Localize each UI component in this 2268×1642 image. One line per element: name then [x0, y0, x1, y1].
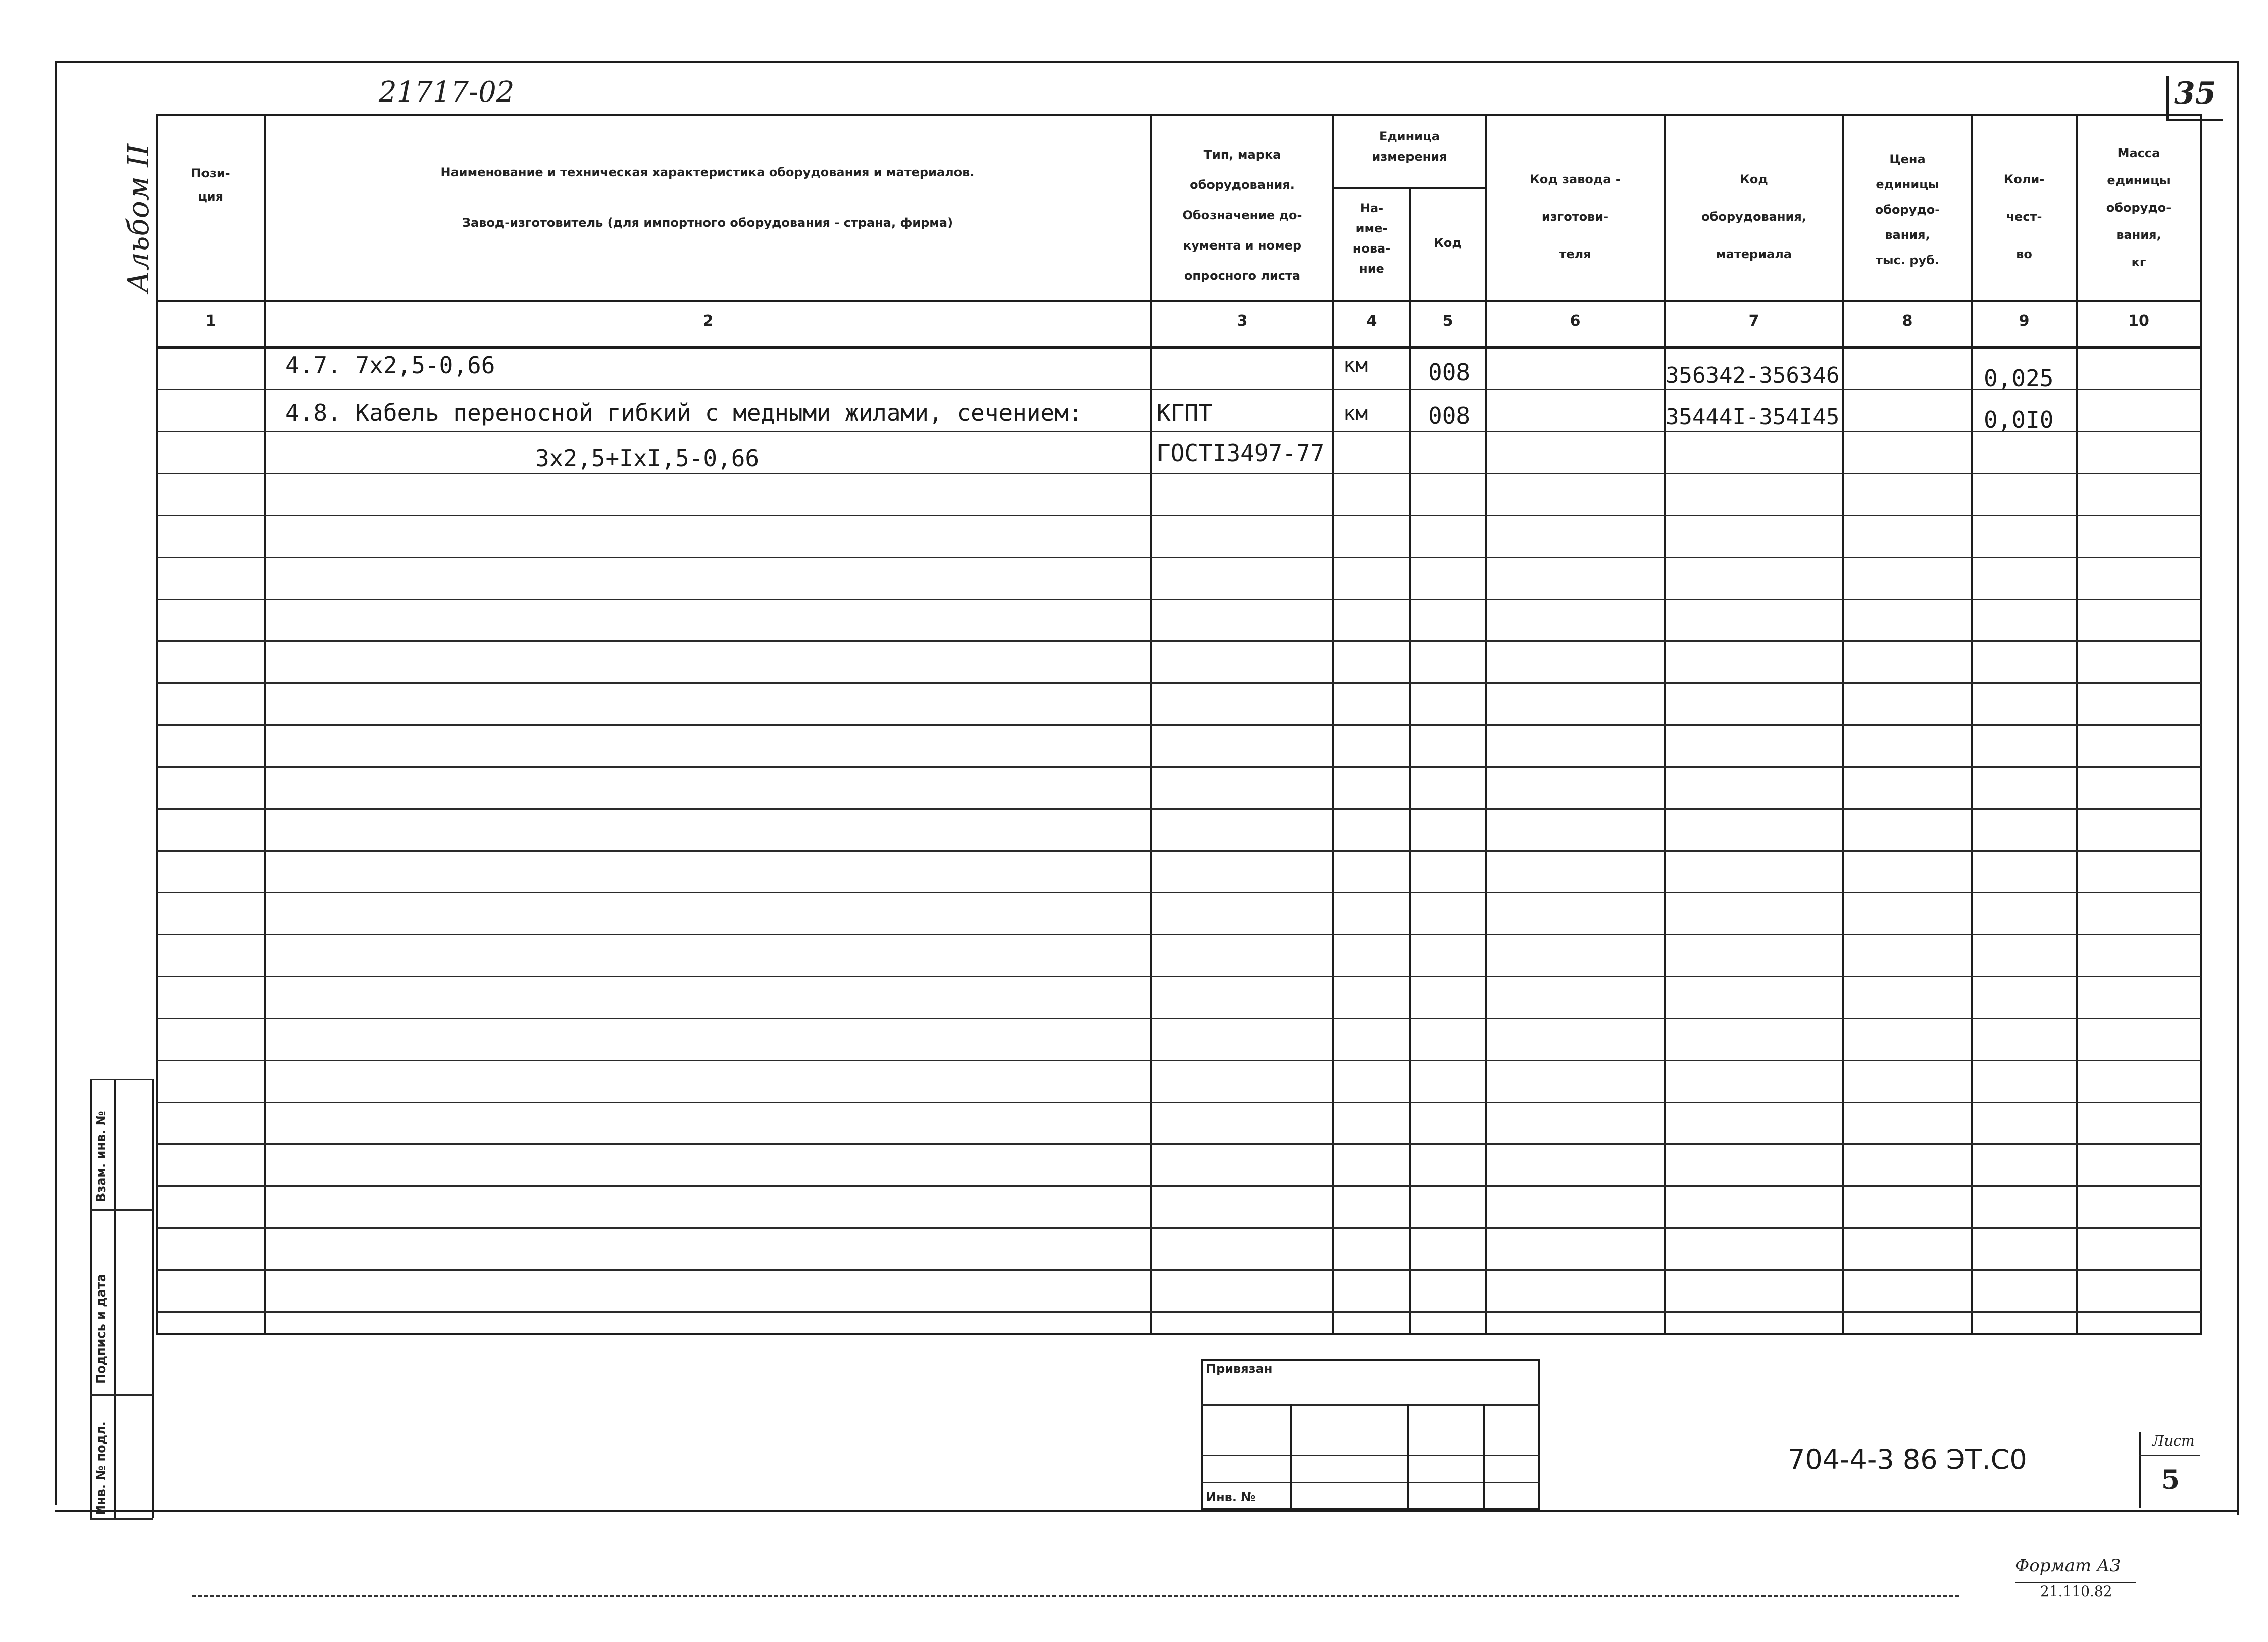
- side-stamp-bottom: [90, 1518, 153, 1520]
- frame-left-outer: [55, 61, 57, 1505]
- sheet-no-divider: [2139, 1455, 2200, 1456]
- header-col8: Цена единицы оборудо- вания, тыс. руб.: [1875, 152, 1940, 267]
- privyazan-row3: [1201, 1482, 1540, 1483]
- table-row-line: [157, 850, 2201, 852]
- row3-name: 3х2,5+IхI,5-0,66: [535, 444, 760, 472]
- table-row-line: [157, 892, 2201, 893]
- colnum-2: 2: [702, 312, 714, 330]
- privyazan-label: Привязан: [1206, 1362, 1273, 1376]
- side-stamp-div1: [90, 1209, 153, 1211]
- privyazan-col3: [1483, 1404, 1485, 1510]
- sheet-label: Лист: [2152, 1432, 2195, 1449]
- table-bottom-line: [157, 1333, 2202, 1335]
- inv-label: Инв. №: [1206, 1490, 1256, 1504]
- format-code: 21.110.82: [2040, 1583, 2112, 1600]
- row2-type: КГПТ: [1156, 399, 1213, 426]
- row2-unit: км: [1343, 402, 1368, 425]
- side-stamp-left: [90, 1079, 92, 1518]
- row1-name: 4.7. 7х2,5-0,66: [285, 352, 495, 379]
- row3-type: ГОСТI3497-77: [1156, 439, 1325, 467]
- row2-equip-code: 35444I-354I45: [1666, 404, 1840, 430]
- format-label: Формат А3: [2015, 1556, 2121, 1576]
- table-row-line: [157, 640, 2201, 642]
- privyazan-col2: [1407, 1404, 1409, 1510]
- table-row-line: [157, 1311, 2201, 1313]
- header-col10: Масса единицы оборудо- вания, кг: [2106, 146, 2172, 269]
- table-row-line: [157, 976, 2201, 977]
- privyazan-row2: [1201, 1455, 1540, 1456]
- table-top-line: [157, 114, 2202, 116]
- header-col7: Код оборудования, материала: [1701, 172, 1806, 261]
- side-stamp-top: [90, 1079, 153, 1080]
- album-label: Альбом II: [121, 143, 156, 293]
- scan-dash-line: [192, 1595, 1959, 1597]
- table-row-line: [157, 1269, 2201, 1271]
- colnum-5: 5: [1442, 312, 1453, 330]
- table-row-line: [157, 389, 2201, 390]
- doc-code-top: 21717-02: [379, 76, 515, 109]
- frame-right: [2237, 61, 2239, 1515]
- colnum-1: 1: [205, 312, 216, 330]
- colnum-6: 6: [1570, 312, 1581, 330]
- doc-designation: 704-4-3 86 ЭТ.С0: [1788, 1444, 2027, 1475]
- side-stamp-inv-podl: Инв. № подл.: [94, 1421, 108, 1515]
- header-col4: На- име- нова- ние: [1352, 201, 1391, 276]
- colnum-7: 7: [1748, 312, 1759, 330]
- row1-equip-code: 356342-356346: [1666, 363, 1840, 388]
- page-number: 35: [2174, 76, 2216, 111]
- frame-bottom: [55, 1510, 2239, 1512]
- row1-qty: 0,025: [1984, 365, 2054, 392]
- privyazan-col1: [1290, 1404, 1292, 1510]
- sheet-number: 5: [2161, 1465, 2180, 1496]
- header-col3: Тип, марка оборудования. Обозначение до- кумента и номер опросного листа: [1182, 147, 1302, 283]
- colnum-3: 3: [1237, 312, 1248, 330]
- table-row-line: [157, 766, 2201, 768]
- header-col2-line2: Завод-изготовитель (для импортного оборудования - страна, фирма): [462, 216, 953, 230]
- table-row-line: [157, 557, 2201, 558]
- table-row-line: [157, 515, 2201, 516]
- row2-qty: 0,0I0: [1984, 406, 2054, 433]
- colnum-8: 8: [1902, 312, 1913, 330]
- table-row-line: [157, 1143, 2201, 1145]
- table-row-line: [157, 934, 2201, 935]
- colnum-10: 10: [2128, 312, 2149, 330]
- side-stamp-div2: [90, 1394, 153, 1396]
- table-row-line: [157, 1018, 2201, 1019]
- frame-top: [55, 61, 2239, 63]
- side-stamp-mid: [114, 1079, 116, 1518]
- table-row-line: [157, 1227, 2201, 1229]
- header-col2-line1: Наименование и техническая характеристика оборудования и материалов.: [440, 165, 975, 179]
- row2-name: 4.8. Кабель переносной гибкий с медными жилами, сечением:: [285, 399, 1083, 426]
- row2-unit-code: 008: [1428, 402, 1471, 429]
- side-stamp-right: [152, 1079, 154, 1518]
- table-row-line: [157, 682, 2201, 684]
- header-col5: Код: [1434, 236, 1462, 250]
- col-line-4: [1409, 187, 1411, 1335]
- table-row-line: [157, 808, 2201, 810]
- table-row-line: [157, 1102, 2201, 1103]
- header-unit-group: Единица измерения: [1372, 129, 1447, 164]
- header-bottom-line: [157, 300, 2202, 302]
- row1-unit: км: [1343, 354, 1368, 377]
- table-row-line: [157, 1060, 2201, 1061]
- privyazan-row1: [1201, 1404, 1540, 1406]
- table-row-line: [157, 724, 2201, 726]
- side-stamp-vzam: Взам. инв. №: [94, 1111, 108, 1202]
- colnum-bottom-line: [157, 346, 2202, 349]
- table-row-line: [157, 473, 2201, 474]
- header-col6: Код завода - изготови- теля: [1530, 172, 1621, 261]
- header-col9: Коли- чест- во: [2003, 172, 2045, 261]
- side-stamp-podpis: Подпись и дата: [94, 1274, 108, 1384]
- table-row-line: [157, 599, 2201, 600]
- row1-unit-code: 008: [1428, 359, 1471, 386]
- unit-group-divider: [1333, 187, 1486, 189]
- table-row-line: [157, 1185, 2201, 1187]
- colnum-4: 4: [1366, 312, 1377, 330]
- table-row-line: [157, 431, 2201, 432]
- header-col1: Пози- ция: [191, 166, 230, 204]
- colnum-9: 9: [2019, 312, 2030, 330]
